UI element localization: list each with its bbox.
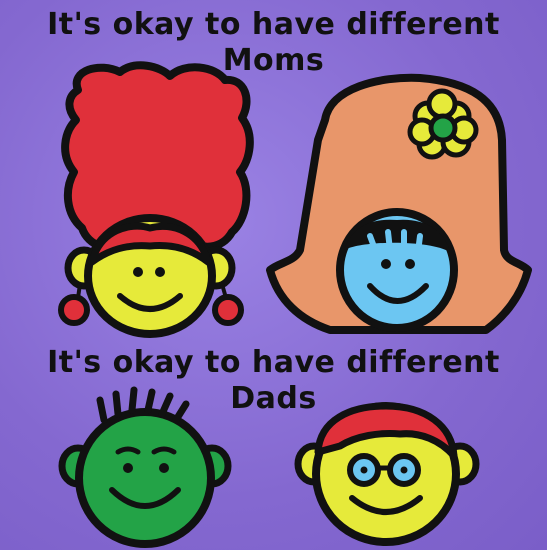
dad-glasses bbox=[298, 406, 476, 542]
dads-caption-line1: It's okay to have different bbox=[47, 345, 500, 380]
dad1-face bbox=[79, 412, 211, 544]
left-earring bbox=[61, 297, 87, 323]
moms-caption-line2: Moms bbox=[222, 43, 325, 78]
moms-caption-line1: It's okay to have different bbox=[47, 7, 500, 42]
mom-orange-hair bbox=[270, 78, 528, 330]
mom-red-hair bbox=[61, 65, 250, 334]
right-earring bbox=[215, 297, 241, 323]
dads-caption-line2: Dads bbox=[230, 381, 317, 416]
